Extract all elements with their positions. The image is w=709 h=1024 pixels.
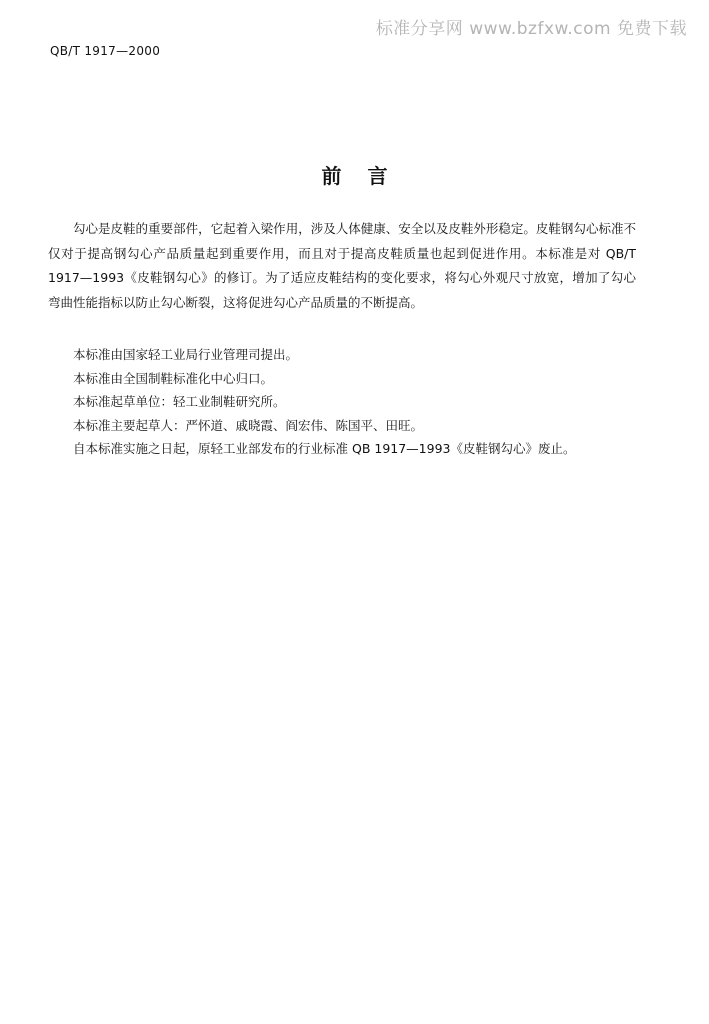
foreword-paragraph: 勾心是皮鞋的重要部件，它起着入梁作用，涉及人体健康、安全以及皮鞋外形稳定。皮鞋钢勾心标准不仅对于提高钢勾心产品质量起到重要作用，而且对于提高皮鞋质量也起到促进作用。本标准是对 QB/T 1917—1993《皮鞋钢勾心》的修订。为了适应皮鞋结构的变化要求，将勾心外观尺寸放宽，增加了勾心弯曲性能指标以防止勾心断裂，这将促进勾心产品质量的不断提高。 [48, 221, 636, 310]
foreword-notes [48, 343, 636, 461]
page-title: 前言 [321, 164, 414, 188]
note-supersedes: 自本标准实施之日起，原轻工业部发布的行业标准 QB 1917—1993《皮鞋钢勾心》废止。 [73, 441, 576, 456]
watermark-text: 标准分享网 www.bzfxw.com 免费下载 [375, 19, 687, 39]
note-proposer: 本标准由国家轻工业局行业管理司提出。 [73, 347, 299, 362]
note-centralized-by: 本标准由全国制鞋标准化中心归口。 [73, 370, 274, 386]
note-drafters: 本标准主要起草人：严怀道、戚晓霞、阎宏伟、陈国平、田旺。 [73, 417, 424, 433]
note-drafting-unit: 本标准起草单位：轻工业制鞋研究所。 [73, 394, 286, 409]
standard-code: QB/T 1917—2000 [50, 44, 161, 58]
